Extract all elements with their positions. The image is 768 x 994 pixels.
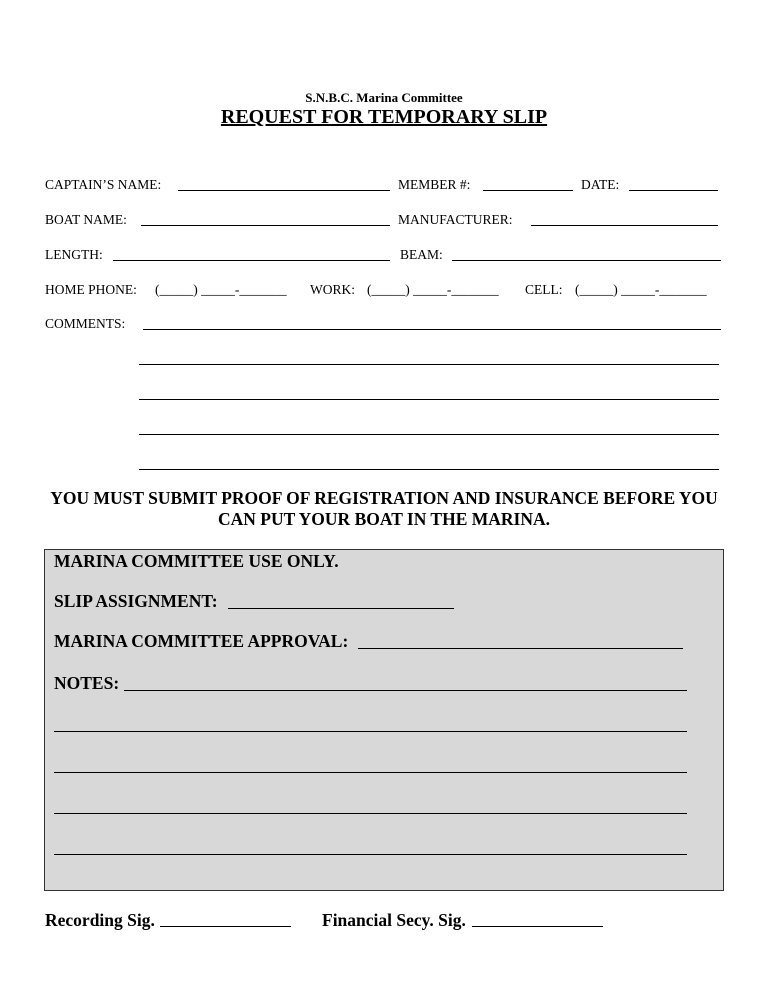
length-field[interactable] <box>113 246 390 261</box>
notes-line-1[interactable] <box>124 674 687 691</box>
recording-signature-field[interactable] <box>160 912 291 927</box>
committee-approval-field[interactable] <box>358 632 683 649</box>
comments-line-4[interactable] <box>139 420 719 435</box>
home-phone-label: HOME PHONE: <box>45 282 137 297</box>
recording-signature-label: Recording Sig. <box>45 910 155 930</box>
notes-line-2[interactable] <box>54 715 687 732</box>
committee-use-box <box>44 549 724 891</box>
captains-name-field[interactable] <box>178 176 390 191</box>
cell-phone-label: CELL: <box>525 282 563 297</box>
committee-box-heading: MARINA COMMITTEE USE ONLY. <box>54 551 339 571</box>
beam-field[interactable] <box>452 246 721 261</box>
slip-assignment-label: SLIP ASSIGNMENT: <box>54 591 218 611</box>
work-phone-label: WORK: <box>310 282 355 297</box>
length-label: LENGTH: <box>45 247 103 262</box>
comments-line-3[interactable] <box>139 385 719 400</box>
comments-label: COMMENTS: <box>45 316 126 331</box>
financial-signature-field[interactable] <box>472 912 603 927</box>
form-title: REQUEST FOR TEMPORARY SLIP <box>220 106 548 128</box>
registration-notice: YOU MUST SUBMIT PROOF OF REGISTRATION AND INSURANCE BEFORE YOU CAN PUT YOUR BOAT IN THE MARINA. <box>50 488 718 529</box>
committee-approval-label: MARINA COMMITTEE APPROVAL: <box>54 631 349 651</box>
comments-line-2[interactable] <box>139 350 719 365</box>
financial-signature-label: Financial Secy. Sig. <box>322 910 466 930</box>
member-number-field[interactable] <box>483 176 573 191</box>
comments-line-1[interactable] <box>143 315 721 330</box>
notes-line-5[interactable] <box>54 838 687 855</box>
member-number-label: MEMBER #: <box>398 177 471 192</box>
work-phone-field[interactable]: (_____) _____-_______ <box>367 282 499 297</box>
boat-name-label: BOAT NAME: <box>45 212 127 227</box>
manufacturer-field[interactable] <box>531 211 718 226</box>
notes-line-3[interactable] <box>54 756 687 773</box>
boat-name-field[interactable] <box>141 211 390 226</box>
date-label: DATE: <box>581 177 620 192</box>
comments-line-5[interactable] <box>139 455 719 470</box>
home-phone-field[interactable]: (_____) _____-_______ <box>155 282 287 297</box>
date-field[interactable] <box>629 176 718 191</box>
manufacturer-label: MANUFACTURER: <box>398 212 513 227</box>
slip-assignment-field[interactable] <box>228 592 454 609</box>
beam-label: BEAM: <box>400 247 443 262</box>
notes-label: NOTES: <box>54 673 120 693</box>
cell-phone-field[interactable]: (_____) _____-_______ <box>575 282 707 297</box>
notes-line-4[interactable] <box>54 797 687 814</box>
captains-name-label: CAPTAIN’S NAME: <box>45 177 162 192</box>
organization-name: S.N.B.C. Marina Committee <box>305 90 463 105</box>
